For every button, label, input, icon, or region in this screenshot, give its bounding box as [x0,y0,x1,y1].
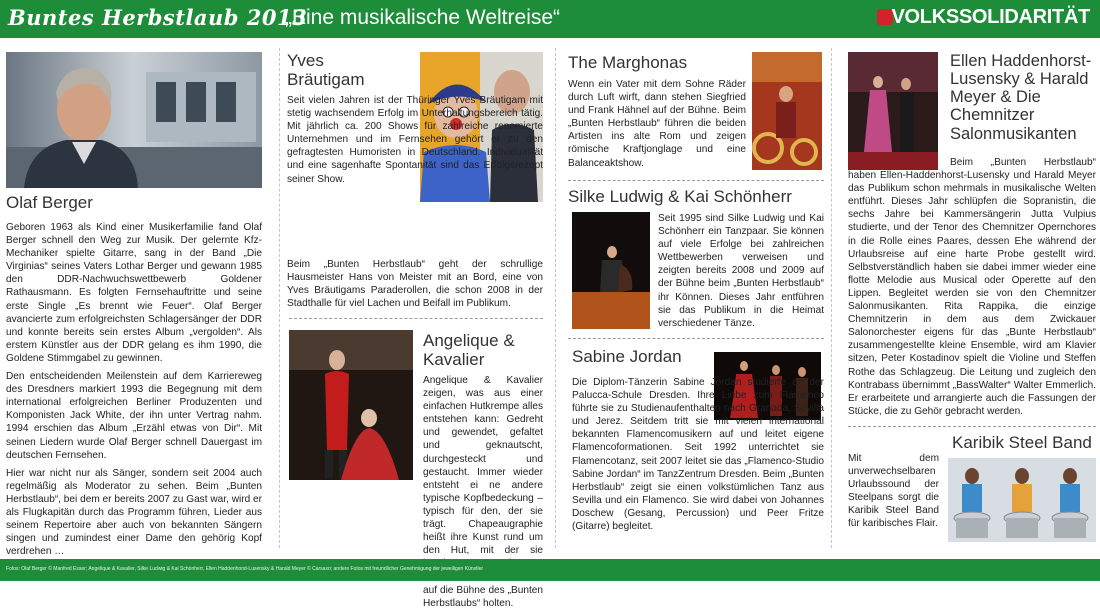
logo-text: VOLKSSOLIDARITÄT [891,6,1090,28]
silke-ludwig-kai-schoenherr-photo [572,212,650,329]
paragraph: Angelique & Kavalier zeigen, was aus einer einfachen Hutkrempe alles entstehen kann: Gedreht und gewendet, gefaltet und geknautscht, durchgesteckt und gestaucht. Immer wieder entsteht ei ne andere typische Kopfbedeckung – typisch für den, der sie trägt. Chapeaugraphie heißt ihre Kunst rund um den Hut, mit der sie auf die Bühne des „Bunten Herbstlaubs“ holten. [423,375,543,609]
paragraph: Den entscheidenden Meilenstein auf dem Karriereweg des Dresdners markiert 1993 die Begegnung mit dem international erfolgreichen Berliner Produzenten und Komponisten Jack White, der ihn unter Vertrag nahm. 1994 erschien das Album „Erzähl etwas von Dir“. Mit seinen Liedern wurde Olaf Berger schnell Dauergast im deutschen Fernsehen. [6,371,262,461]
article-title-ellen: Ellen Haddenhorst-Lusensky & Harald Meyer & Die Chemnitzer Salonmusikanten [950,52,1092,143]
paragraph: Seit 1995 sind Silke Ludwig und Kai Schönherr ein Tanzpaar. Sie können auf viele Erfolge bei zahlreichen Wettbewerben verweisen und zeigten bereits 2008 und 2009 auf der Bühne beim „Bunten Herbstlaub“ ihr Können. Dieses Jahr entführen sie das Publikum in die Heimat verschiedener Tänze. [658,213,824,329]
article-olaf [6,221,262,558]
paragraph: Seit vielen Jahren ist der Thüringer Yves Bräutigam mit stetig wachsendem Erfolg im Unterhaltungsbereich tätig. Mit jährlich ca. 200 Shows für zahlreiche renomierte Unternehmen und im Fernsehen gehört er zu den gefragtesten Humoristen in Deutschland. Individualität und eine sagenhafte Spontanität sind das Erfolgsrezept seiner Show. [287,95,543,185]
paragraph: Die Diplom-Tänzerin Sabine Jordan studierte an der Palucca-Schule Dresden. Ihre Liebe zum Flamenco führte sie zu Studienaufenthalten nach Granada, Sevilla und Jerez. Seitdem tritt sie mit vielen international bekannten Flamencomusikern auf und leitet eigene Flamencoformationen. Seit 1992 unterrichtet sie Flamencotanz, seit 2007 leitet sie das „Flamenco-Studio Sabine Jordan“ im TanzZentrum Dresden. Beim „Bunten Herbstlaub“ zeigt sie einen volkstümlichen Tanz aus Sevilla und ein Flamenco. Sie wird dabei von Johannes Doschew (Gesang, Percussion) und Peer Fritze (Gitarre) begleitet. [572,377,824,533]
column-divider [831,48,832,548]
article-divider [848,426,1096,427]
volkssolidaritaet-logo [877,6,1090,29]
article-title-yves: Yves Bräutigam [287,51,365,89]
article-title-karibik: Karibik Steel Band [952,433,1092,452]
article-yves [287,94,543,186]
paragraph: Hier war nicht nur als Sänger, sondern seit 2004 auch regelmäßig als Moderator zu sehen. Beim „Bunten Herbstlaub“, bei dem er bereits 2007 zu Gast war, wird er als Flugkapitän durch das Programm führen, Lieder aus seinem Repertoire aber auch von bekannten Sängern singen und zumindest einer Dame den gehörig Kopf verdrehen … [6,467,262,558]
ellen-haddenhorst-harald-meyer-photo [848,52,938,170]
event-title: Buntes Herbstlaub 2013 [8,5,308,30]
article-title-silke: Silke Ludwig & Kai Schönherr [568,187,792,206]
article-title-sabine: Sabine Jordan [572,347,682,366]
column-divider [279,48,280,548]
marghonas-photo [752,52,822,170]
paragraph: Geboren 1963 als Kind einer Musikerfamilie fand Olaf Berger schnell den Weg zur Musik. Der gelernte Kfz-Mechaniker spielte Gitarre, sang in der Band „Die Virginias“ seines Vaters Lothar Berger und gewann 1985 den DDR-Nachwuchswettbewerb Goldener Rathausmann. Es folgten Fernsehauftritte und seine erste Single „Es brennt wie Feuer“. Olaf Berger avancierte zum erfolgreichsten Schlagersänger der DDR und konnte bereits sein erstes Album „vergolden“. Als erstem Künstler aus der DDR gelang es ihm 1990, die Goldene Stimmgabel zu gewinnen. [6,222,262,364]
photo-credits: Fotos: Olaf Berger © Manfred Esser; Angelique & Kavalier, Silke Ludwig & Kai Schönherr, Ellen Haddenhorst-Lusensky & Harald Meyer © Carsaxo; andere Fotos mit freundlicher Genehmigung der jeweiligen Künstler [6,566,484,572]
article-silke [658,212,824,330]
article-title-olaf: Olaf Berger [6,193,93,212]
article-yves-continued [287,258,543,310]
article-divider [568,338,824,339]
event-subtitle: „Eine musikalische Weltreise“ [285,6,561,29]
article-marghonas [568,78,746,170]
article-divider [568,180,824,181]
paragraph: Mit dem unverwechselbaren Urlaubssound der Steelpans sorgt die Karibik Steel Band für karibisches Flair. [848,453,939,530]
article-ellen [848,156,1096,418]
article-karibik [848,452,939,531]
paragraph: Beim „Bunten Herbstlaub“ geht der schrullige Hausmeister Hans von Meister mit an Bord, eine von Yves Bräutigams Paraderollen, die schon 2008 in der Stadthalle für viel Lachen und Beifall im Publikum. [287,259,543,310]
article-divider [289,318,543,319]
article-title-angelique: Angelique & Kavalier [423,331,515,369]
paragraph: Beim „Bunten Herbstlaub“ haben Ellen-Haddenhorst-Lusensky und Harald Meyer das Publikum schon mehrmals in musikalische Welten entführt. Dieses Jahr schlüpfen die Sopranistin, die sechs Jahre bei Kammersängerin Jutta Vulpius studierte, und der Tenor des Chemnitzer Opernchores in die Rolle eines Paares, dessen Ehe während der Urlaubsreise auf eine harte Probe gestellt wird. Selbstverständlich haben sie dabei immer wieder eine flotte Melodie aus Musical oder Operette auf den Lippen. Begleitet werden sie von den Chemnitzer Salonmusikanten. Rita Rappika, die einzige Chemnitzerin in dem aus dem Zwickauer Salonorchester eigens für das „Bunte Herbstlaub“ zusammengestellte kleine Ensemble, wird am Klavier sitzen, Peter Kostadinov spielt die Violine und Steffen Rothe das Schlagzeug. Die Leitung und zugleich den Kontrabass übernimmt „BassWalter“ Walter Emmerlich. Er erarbeitete und arrangierte auch die Fassungen der Stücke, die zu Gehör gebracht werden. [848,157,1096,417]
karibik-steel-band-photo [948,458,1096,542]
article-sabine [572,376,824,533]
footer-bar [0,559,1100,581]
header-bar [0,0,1100,38]
column-divider [555,48,556,548]
paragraph: Wenn ein Vater mit dem Sohne Räder durch Luft wirft, dann stehen Siegfried und Frank Hähnel auf der Bühne. Beim „Bunten Herbstlaub“ führen die beiden Artisten ins alte Rom und zeigen römische Kraftjonglage und eine Balanceaktshow. [568,79,746,169]
angelique-kavalier-photo [289,330,413,480]
olaf-berger-photo [6,52,262,188]
article-title-marghonas: The Marghonas [568,53,688,72]
